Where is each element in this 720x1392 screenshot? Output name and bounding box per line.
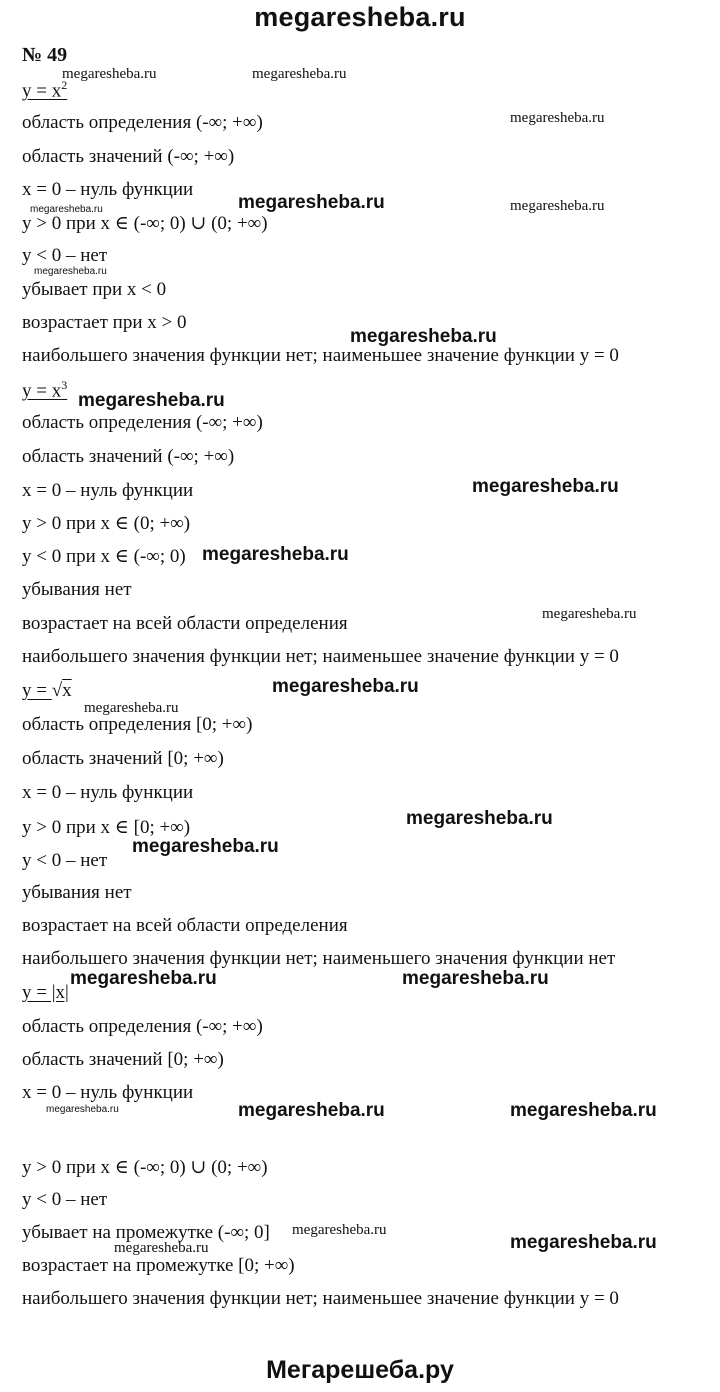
section4-line: x = 0 – нуль функции	[22, 1082, 194, 1103]
watermark: megaresheba.ru	[114, 1240, 209, 1256]
function-title-abs-x: y = |x|	[22, 982, 69, 1003]
section1-line: y > 0 при x ∈ (-∞; 0) ∪ (0; +∞)	[22, 213, 268, 234]
section2-line: y < 0 при x ∈ (-∞; 0)	[22, 546, 186, 567]
section1-line: x = 0 – нуль функции	[22, 179, 194, 200]
section2-line: область значений (-∞; +∞)	[22, 446, 235, 467]
section3-line: y > 0 при x ∈ [0; +∞)	[22, 817, 191, 838]
section3-line: x = 0 – нуль функции	[22, 782, 194, 803]
problem-number: № 49	[22, 44, 68, 66]
section4-line: возрастает на промежутке [0; +∞)	[22, 1255, 295, 1276]
section4-line: y > 0 при x ∈ (-∞; 0) ∪ (0; +∞)	[22, 1157, 268, 1178]
watermark: megaresheba.ru	[542, 606, 637, 622]
sqrt-symbol: √x	[51, 680, 72, 701]
section3-line: наибольшего значения функции нет; наименьшего значения функции нет	[22, 948, 616, 969]
section3-line: y < 0 – нет	[22, 850, 108, 871]
section2-line: наибольшего значения функции нет; наименьшее значение функции y = 0	[22, 646, 619, 667]
section2-line: область определения (-∞; +∞)	[22, 412, 263, 433]
watermark: megaresheba.ru	[46, 1104, 119, 1115]
section4-line: наибольшего значения функции нет; наименьшее значение функции y = 0	[22, 1288, 619, 1309]
watermark: megaresheba.ru	[78, 390, 225, 411]
function-title-x-cubed: $y = x^3$	[22, 378, 68, 402]
section2-line: убывания нет	[22, 579, 132, 600]
section1-line: область значений (-∞; +∞)	[22, 146, 235, 167]
watermark: megaresheba.ru	[252, 66, 347, 82]
watermark: megaresheba.ru	[350, 326, 497, 347]
function-title-sqrt-x: y = √x	[22, 680, 72, 701]
section1-line: убывает при x < 0	[22, 279, 167, 300]
section2-line: x = 0 – нуль функции	[22, 480, 194, 501]
watermark: megaresheba.ru	[30, 204, 103, 215]
section4-line: убывает на промежутке (-∞; 0]	[22, 1222, 270, 1243]
watermark: megaresheba.ru	[84, 700, 179, 716]
section3-line: область значений [0; +∞)	[22, 748, 224, 769]
watermark: megaresheba.ru	[238, 1100, 385, 1121]
watermark: megaresheba.ru	[272, 676, 419, 697]
watermark: megaresheba.ru	[292, 1222, 387, 1238]
watermark: megaresheba.ru	[510, 198, 605, 214]
section2-line: возрастает на всей области определения	[22, 613, 348, 634]
watermark: megaresheba.ru	[406, 808, 553, 829]
watermark: megaresheba.ru	[34, 266, 107, 277]
watermark: megaresheba.ru	[472, 476, 619, 497]
site-header: megaresheba.ru	[254, 2, 466, 32]
watermark: megaresheba.ru	[402, 968, 549, 989]
section3-line: возрастает на всей области определения	[22, 915, 348, 936]
watermark: megaresheba.ru	[132, 836, 279, 857]
watermark: megaresheba.ru	[510, 1232, 657, 1253]
section4-line: область определения (-∞; +∞)	[22, 1016, 263, 1037]
watermark: megaresheba.ru	[510, 110, 605, 126]
section3-line: убывания нет	[22, 882, 132, 903]
section1-line: наибольшего значения функции нет; наименьшее значение функции y = 0	[22, 345, 619, 366]
section4-line: y < 0 – нет	[22, 1189, 108, 1210]
section1-line: возрастает при x > 0	[22, 312, 187, 333]
section1-line: y < 0 – нет	[22, 245, 108, 266]
section2-line: y > 0 при x ∈ (0; +∞)	[22, 513, 191, 534]
section4-line: область значений [0; +∞)	[22, 1049, 224, 1070]
watermark: megaresheba.ru	[202, 544, 349, 565]
section3-line: область определения [0; +∞)	[22, 714, 253, 735]
function-title-x-squared: $y = x^2$	[22, 78, 68, 102]
site-footer: Мегарешеба.ру	[266, 1356, 454, 1384]
watermark: megaresheba.ru	[70, 968, 217, 989]
section1-line: область определения (-∞; +∞)	[22, 112, 263, 133]
watermark: megaresheba.ru	[62, 66, 157, 82]
watermark: megaresheba.ru	[510, 1100, 657, 1121]
watermark: megaresheba.ru	[238, 192, 385, 213]
